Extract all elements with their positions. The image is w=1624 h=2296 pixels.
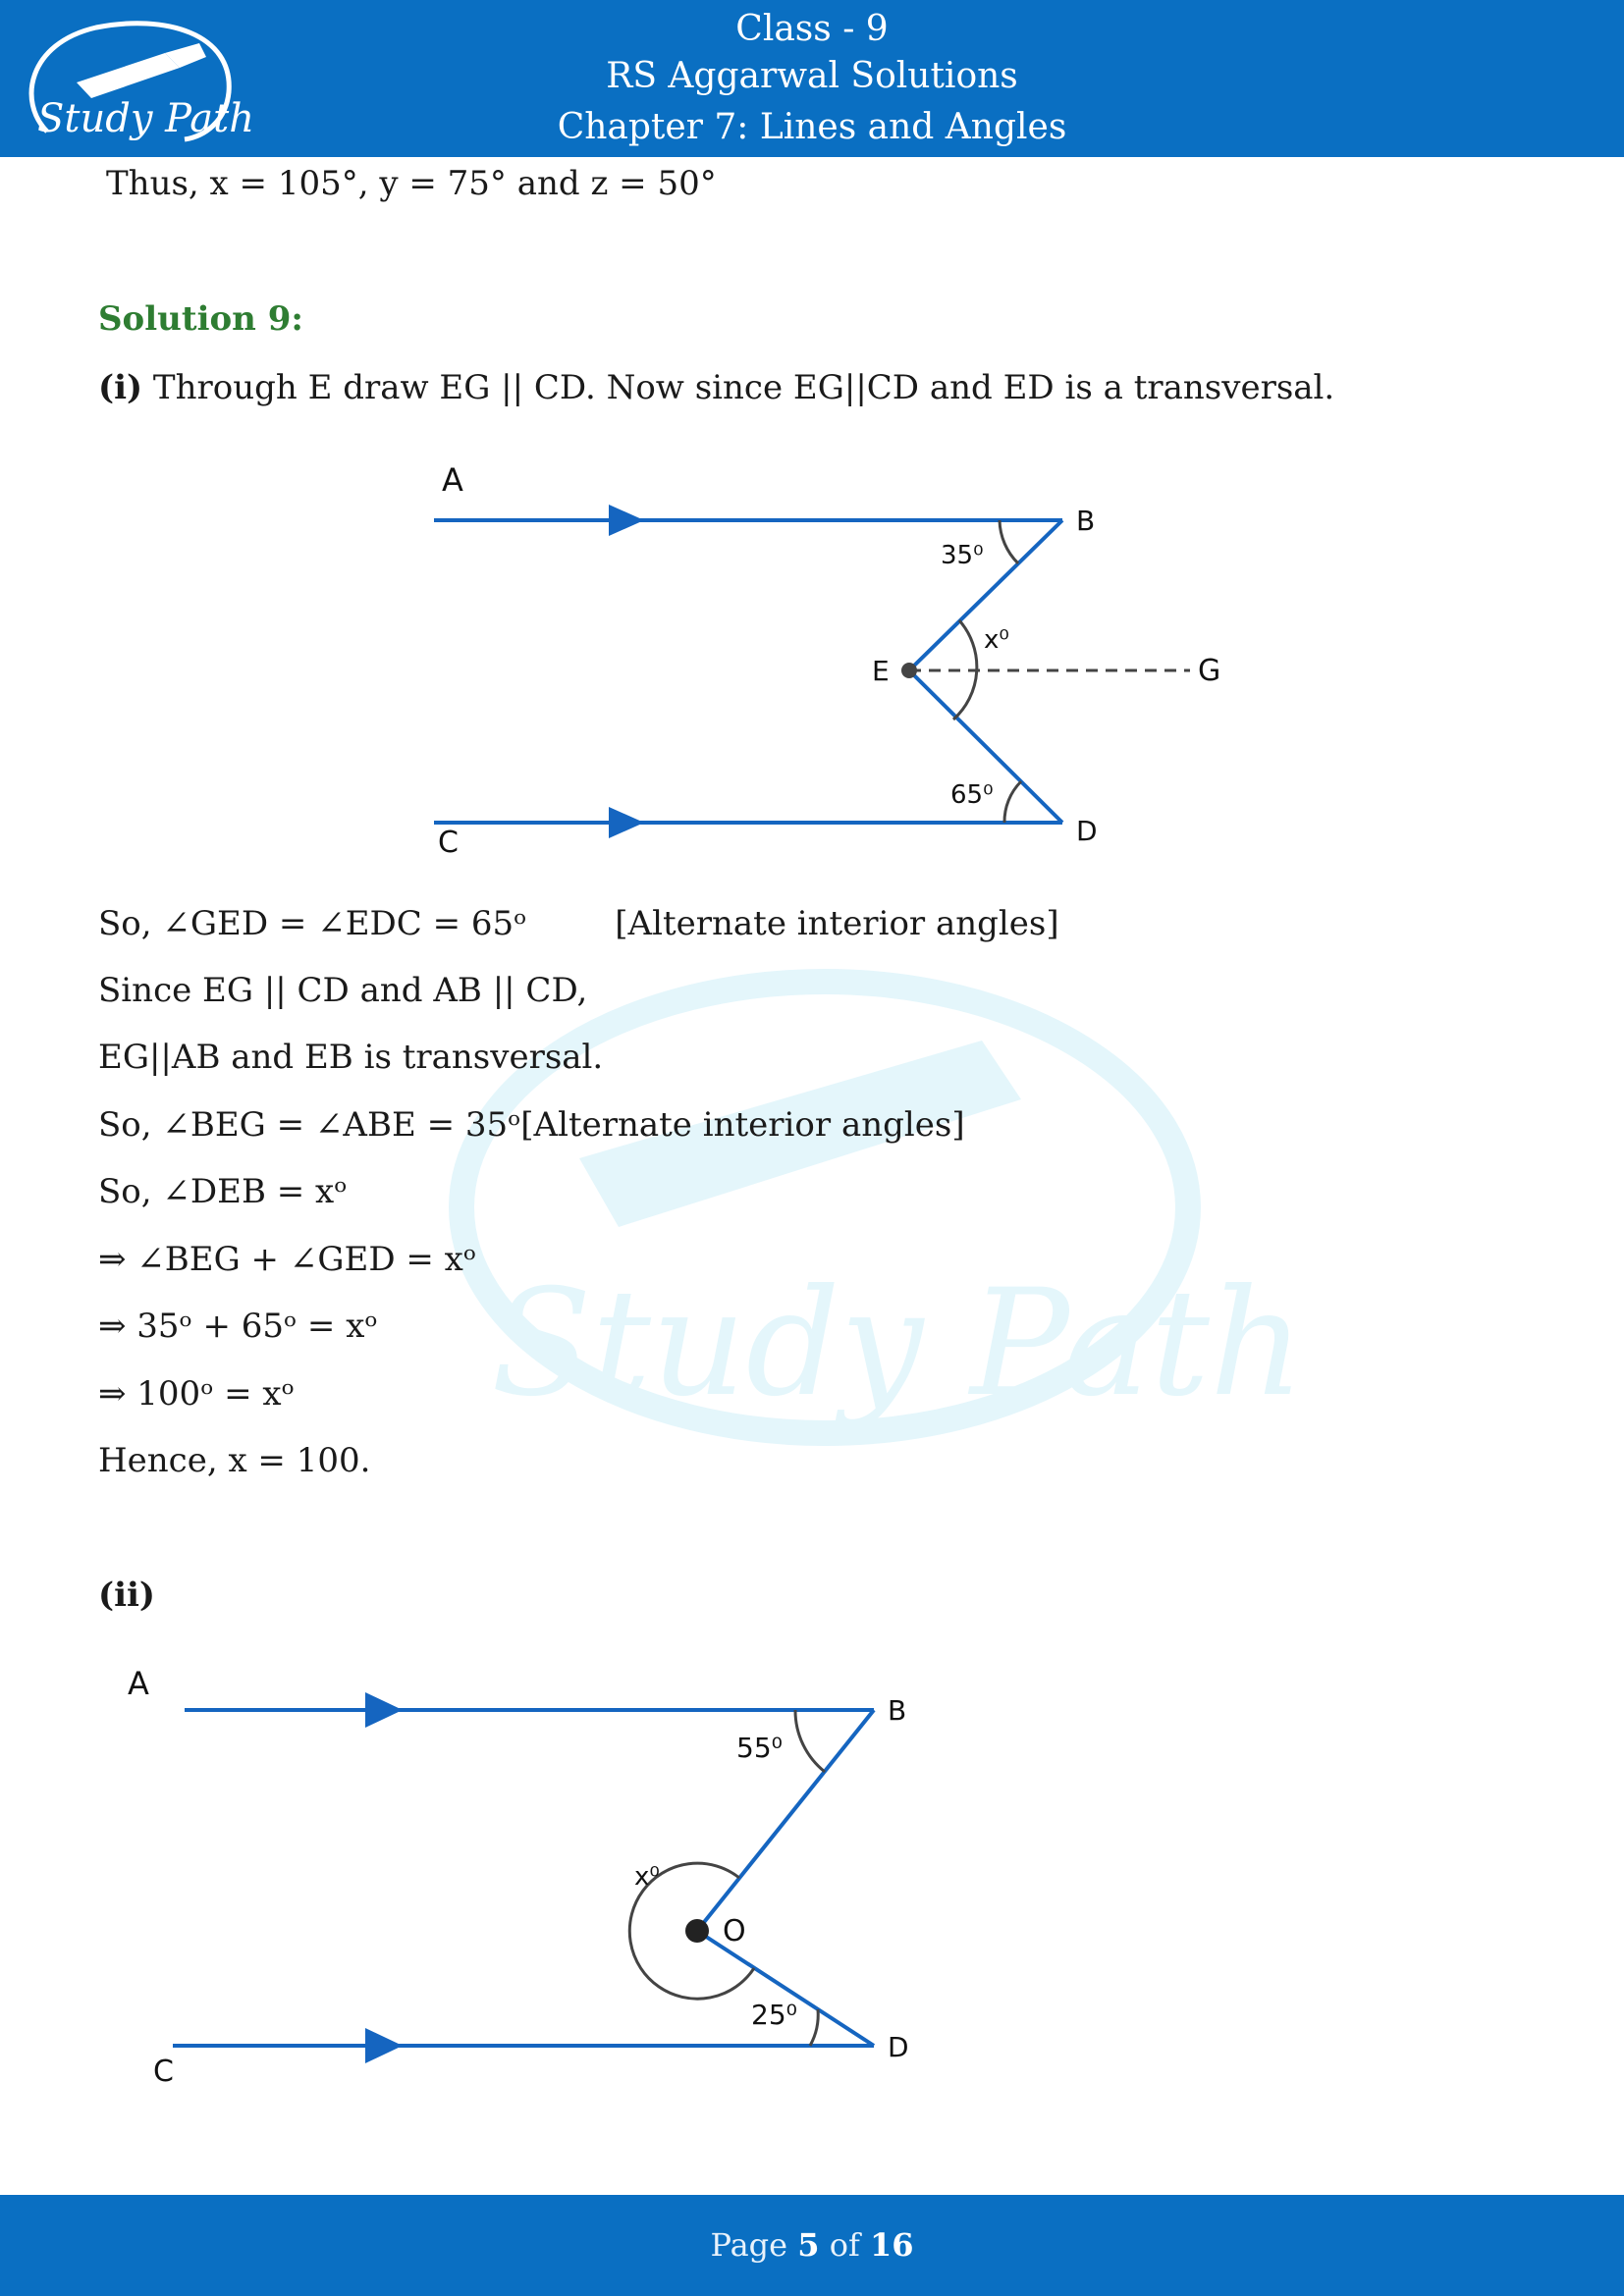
label-c: C	[438, 826, 459, 860]
step-5: So, ∠DEB = xᵒ	[98, 1172, 348, 1211]
arc-55	[795, 1710, 825, 1772]
chapter-title: Chapter 7: Lines and Angles	[557, 107, 1067, 147]
page-header	[0, 0, 1624, 157]
point-e	[901, 663, 917, 678]
page-prefix: Page	[710, 2226, 788, 2264]
page-current: 5	[797, 2226, 820, 2264]
part2-label: (ii)	[98, 1575, 156, 1615]
angle-d-label: 25⁰	[751, 1999, 797, 2031]
step-1: So, ∠GED = ∠EDC = 65ᵒ [Alternate interior angles]	[98, 904, 1059, 943]
angle-b-label: 35⁰	[941, 541, 984, 570]
angle-x-label: x⁰	[984, 625, 1009, 655]
figure-1	[412, 452, 1237, 864]
label-o: O	[723, 1914, 746, 1949]
label-a: A	[442, 461, 463, 499]
point-o	[685, 1919, 709, 1943]
arrow-ab	[609, 505, 644, 536]
step-2: Since EG || CD and AB || CD,	[98, 971, 588, 1010]
label-e: E	[872, 655, 890, 687]
arrow-ab	[365, 1692, 403, 1728]
angle-x-label: x⁰	[634, 1862, 660, 1892]
watermark-text: Study Path	[491, 1258, 1305, 1429]
step-7: ⇒ 35ᵒ + 65ᵒ = xᵒ	[98, 1307, 378, 1346]
solution-title: Solution 9:	[98, 299, 303, 339]
step-6: ⇒ ∠BEG + ∠GED = xᵒ	[98, 1240, 476, 1279]
page-footer	[0, 2195, 1624, 2296]
arc-65	[1004, 781, 1021, 823]
label-g: G	[1198, 654, 1221, 688]
step-9: Hence, x = 100.	[98, 1441, 371, 1480]
page-total: 16	[869, 2226, 914, 2264]
step-4: So, ∠BEG = ∠ABE = 35ᵒ[Alternate interior angles]	[98, 1105, 965, 1145]
segment-bo	[697, 1710, 874, 1931]
previous-result: Thus, x = 105°, y = 75° and z = 50°	[106, 164, 717, 203]
angle-d-label: 65⁰	[950, 780, 994, 810]
label-d: D	[888, 2031, 909, 2063]
angle-b-label: 55⁰	[736, 1732, 783, 1764]
label-b: B	[1076, 505, 1096, 537]
step-1-reason: [Alternate interior angles]	[615, 904, 1059, 943]
part1-label: (i)	[98, 368, 143, 407]
class-line: Class - 9	[735, 9, 889, 49]
label-d: D	[1076, 815, 1098, 847]
arc-35	[1000, 520, 1018, 563]
label-c: C	[153, 2055, 174, 2089]
book-title: RS Aggarwal Solutions	[606, 56, 1018, 96]
arc-25	[810, 2009, 818, 2046]
step-8: ⇒ 100ᵒ = xᵒ	[98, 1374, 295, 1414]
page-of: of	[829, 2226, 860, 2264]
logo-text: Study Path	[37, 96, 254, 141]
label-a: A	[128, 1665, 149, 1702]
step-3: EG||AB and EB is transversal.	[98, 1038, 604, 1077]
part1-intro-line	[98, 366, 1334, 409]
part1-intro: Through E draw EG || CD. Now since EG||CD and ED is a transversal.	[152, 368, 1335, 407]
arrow-cd	[609, 807, 644, 838]
arrow-cd	[365, 2028, 403, 2063]
label-b: B	[888, 1694, 907, 1727]
figure-2	[118, 1659, 943, 2101]
